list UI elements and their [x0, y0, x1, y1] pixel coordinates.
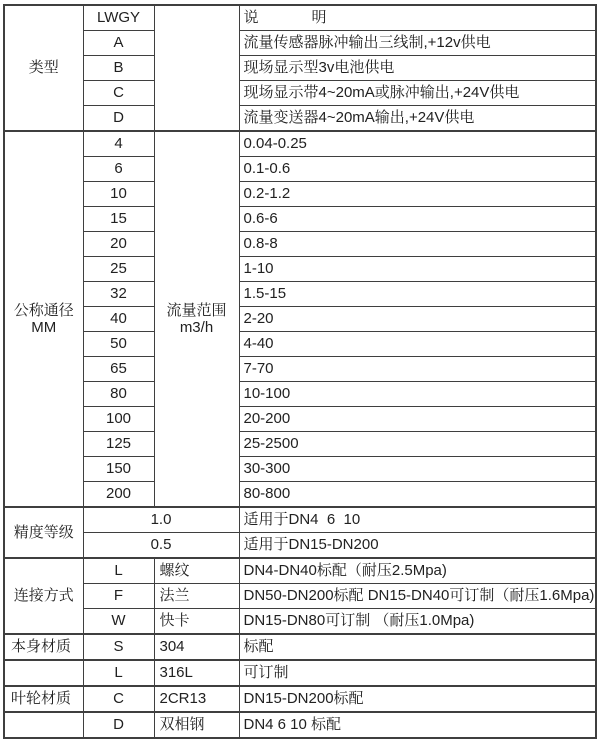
table-row [4, 382, 596, 407]
table-row [4, 357, 596, 382]
table-row [4, 609, 596, 635]
size-cell: 65 [83, 357, 154, 382]
type-desc-cell: 现场显示带4~20mA或脉冲输出,+24V供电 [239, 81, 596, 106]
material-name-cell: 双相钢 [154, 712, 239, 738]
table-row [4, 157, 596, 182]
table-row [4, 257, 596, 282]
size-cell: 25 [83, 257, 154, 282]
material-code-cell: L [83, 660, 154, 686]
range-cell: 0.2-1.2 [239, 182, 596, 207]
material-code-cell: S [83, 634, 154, 660]
material-desc-cell: DN15-DN200标配 [239, 686, 596, 712]
table-row [4, 558, 596, 584]
table-row [4, 56, 596, 81]
section-label-diameter [4, 131, 83, 507]
type-desc-cell: 流量传感器脉冲输出三线制,+12v供电 [239, 31, 596, 56]
conn-code-cell: W [83, 609, 154, 635]
section-label-body-material: 本身材质 [4, 634, 83, 660]
size-cell: 15 [83, 207, 154, 232]
size-cell: 50 [83, 332, 154, 357]
range-cell: 4-40 [239, 332, 596, 357]
table-row [4, 407, 596, 432]
size-cell: 200 [83, 482, 154, 508]
size-cell: 20 [83, 232, 154, 257]
size-cell: 10 [83, 182, 154, 207]
table-row [4, 507, 596, 533]
material-name-cell: 304 [154, 634, 239, 660]
table-row [4, 686, 596, 712]
header-desc-left: 说 [243, 9, 259, 27]
table-row [4, 81, 596, 106]
size-cell: 32 [83, 282, 154, 307]
table-row [4, 660, 596, 686]
section-label-impeller-material: 叶轮材质 [4, 686, 83, 712]
size-cell: 6 [83, 157, 154, 182]
table-row [4, 634, 596, 660]
conn-code-cell: L [83, 558, 154, 584]
type-desc-cell: 现场显示型3v电池供电 [239, 56, 596, 81]
header-desc-right: 明 [311, 9, 327, 27]
type-code-cell: A [83, 31, 154, 56]
conn-desc-cell: DN4-DN40标配（耐压2.5Mpa) [239, 558, 596, 584]
type-empty-cell [154, 5, 239, 131]
table-row [4, 482, 596, 508]
table-row [4, 533, 596, 559]
section-label-connection: 连接方式 [4, 558, 83, 634]
table-row [4, 282, 596, 307]
range-cell: 25-2500 [239, 432, 596, 457]
range-cell: 7-70 [239, 357, 596, 382]
table-row [4, 307, 596, 332]
header-model-code: LWGY [83, 5, 154, 31]
table-row [4, 182, 596, 207]
conn-desc-cell: DN50-DN200标配 DN15-DN40可订制（耐压1.6Mpa) [239, 584, 596, 609]
accuracy-value-cell: 0.5 [83, 533, 239, 559]
material-code-cell: C [83, 686, 154, 712]
range-cell: 80-800 [239, 482, 596, 508]
flow-range-label-line2: m3/h [179, 319, 214, 336]
table-row [4, 106, 596, 132]
range-cell: 0.6-6 [239, 207, 596, 232]
material-code-cell: D [83, 712, 154, 738]
size-cell: 150 [83, 457, 154, 482]
material-desc-cell: DN4 6 10 标配 [239, 712, 596, 738]
table-row [4, 232, 596, 257]
impeller-empty-cell [4, 712, 83, 738]
table-row [4, 432, 596, 457]
size-cell: 80 [83, 382, 154, 407]
range-cell: 2-20 [239, 307, 596, 332]
impeller-empty-cell [4, 660, 83, 686]
accuracy-value-cell: 1.0 [83, 507, 239, 533]
size-cell: 100 [83, 407, 154, 432]
header-description [239, 5, 596, 31]
table-row [4, 332, 596, 357]
table-row [4, 712, 596, 738]
conn-name-cell: 螺纹 [154, 558, 239, 584]
range-cell: 1-10 [239, 257, 596, 282]
material-name-cell: 316L [154, 660, 239, 686]
conn-name-cell: 快卡 [154, 609, 239, 635]
range-cell: 10-100 [239, 382, 596, 407]
range-cell: 0.04-0.25 [239, 131, 596, 157]
flow-range-label-line1: 流量范围 [166, 301, 227, 319]
size-cell: 125 [83, 432, 154, 457]
type-code-cell: C [83, 81, 154, 106]
table-row [4, 457, 596, 482]
size-cell: 4 [83, 131, 154, 157]
range-cell: 0.1-0.6 [239, 157, 596, 182]
conn-desc-cell: DN15-DN80可订制 （耐压1.0Mpa) [239, 609, 596, 635]
table-row [4, 207, 596, 232]
size-cell: 40 [83, 307, 154, 332]
range-cell: 30-300 [239, 457, 596, 482]
type-code-cell: B [83, 56, 154, 81]
spec-table [3, 4, 597, 739]
type-desc-cell: 流量变送器4~20mA输出,+24V供电 [239, 106, 596, 132]
range-cell: 0.8-8 [239, 232, 596, 257]
material-desc-cell: 可订制 [239, 660, 596, 686]
section-label-accuracy: 精度等级 [4, 507, 83, 558]
section-label-type: 类型 [4, 5, 83, 131]
material-desc-cell: 标配 [239, 634, 596, 660]
accuracy-desc-cell: 适用于DN4 6 10 [239, 507, 596, 533]
conn-code-cell: F [83, 584, 154, 609]
conn-name-cell: 法兰 [154, 584, 239, 609]
table-row [4, 131, 596, 157]
material-name-cell: 2CR13 [154, 686, 239, 712]
type-code-cell: D [83, 106, 154, 132]
flow-range-label [154, 131, 239, 507]
accuracy-desc-cell: 适用于DN15-DN200 [239, 533, 596, 559]
diameter-label-line1: 公称通径 [13, 301, 74, 319]
diameter-label-line2: MM [31, 319, 57, 336]
table-row [4, 584, 596, 609]
range-cell: 1.5-15 [239, 282, 596, 307]
table-row [4, 31, 596, 56]
range-cell: 20-200 [239, 407, 596, 432]
